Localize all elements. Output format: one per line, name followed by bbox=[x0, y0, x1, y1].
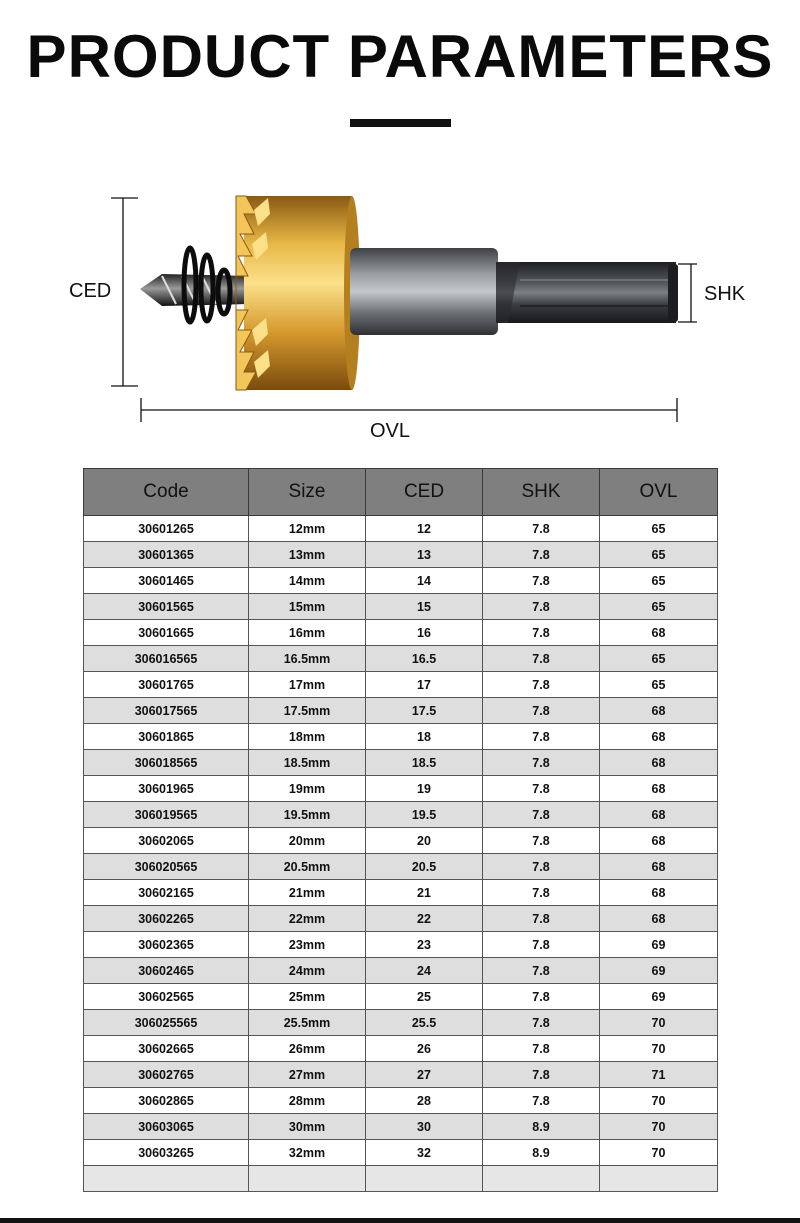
cell-code: 30602165 bbox=[84, 880, 249, 906]
cell-shk: 7.8 bbox=[483, 1062, 600, 1088]
table-row bbox=[84, 1010, 718, 1036]
cell-shk: 7.8 bbox=[483, 1088, 600, 1114]
cell-ced: 25.5 bbox=[366, 1010, 483, 1036]
cell-size: 16.5mm bbox=[249, 646, 366, 672]
cell-ced: 20 bbox=[366, 828, 483, 854]
cell-shk: 7.8 bbox=[483, 958, 600, 984]
table-row bbox=[84, 568, 718, 594]
table-row bbox=[84, 880, 718, 906]
cell-size: 13mm bbox=[249, 542, 366, 568]
shk-dimension bbox=[678, 264, 697, 322]
column-header-shk: SHK bbox=[483, 469, 600, 516]
cell-ced: 16.5 bbox=[366, 646, 483, 672]
cell-size: 18mm bbox=[249, 724, 366, 750]
cell-code: 30602565 bbox=[84, 984, 249, 1010]
cell-code: 306018565 bbox=[84, 750, 249, 776]
table-row bbox=[84, 776, 718, 802]
ced-dimension bbox=[111, 198, 138, 386]
cell-ced: 14 bbox=[366, 568, 483, 594]
cell-empty bbox=[600, 1166, 718, 1192]
cell-shk: 7.8 bbox=[483, 698, 600, 724]
cell-shk: 8.9 bbox=[483, 1114, 600, 1140]
cell-ovl: 70 bbox=[600, 1114, 718, 1140]
cell-shk: 7.8 bbox=[483, 724, 600, 750]
cell-ced: 17 bbox=[366, 672, 483, 698]
cell-size: 32mm bbox=[249, 1140, 366, 1166]
table-row bbox=[84, 750, 718, 776]
cell-code: 30602665 bbox=[84, 1036, 249, 1062]
cell-code: 30601365 bbox=[84, 542, 249, 568]
cell-ovl: 68 bbox=[600, 802, 718, 828]
table-row-empty bbox=[84, 1166, 718, 1192]
cell-code: 306016565 bbox=[84, 646, 249, 672]
table-row bbox=[84, 698, 718, 724]
cell-size: 17.5mm bbox=[249, 698, 366, 724]
cell-shk: 7.8 bbox=[483, 802, 600, 828]
table-row bbox=[84, 1140, 718, 1166]
cell-ovl: 68 bbox=[600, 828, 718, 854]
cell-size: 14mm bbox=[249, 568, 366, 594]
cell-size: 30mm bbox=[249, 1114, 366, 1140]
cell-code: 30602365 bbox=[84, 932, 249, 958]
table-row bbox=[84, 1088, 718, 1114]
cell-empty bbox=[483, 1166, 600, 1192]
cell-code: 30601465 bbox=[84, 568, 249, 594]
cell-ovl: 65 bbox=[600, 594, 718, 620]
shk-label: SHK bbox=[704, 283, 746, 305]
shank-icon bbox=[350, 248, 678, 335]
cell-ced: 19 bbox=[366, 776, 483, 802]
hole-saw-illustration bbox=[0, 180, 800, 460]
cell-ovl: 65 bbox=[600, 568, 718, 594]
cell-ced: 30 bbox=[366, 1114, 483, 1140]
column-header-ovl: OVL bbox=[600, 469, 718, 516]
cell-size: 21mm bbox=[249, 880, 366, 906]
cell-empty bbox=[84, 1166, 249, 1192]
cell-ovl: 68 bbox=[600, 698, 718, 724]
cell-shk: 7.8 bbox=[483, 880, 600, 906]
table-row bbox=[84, 516, 718, 542]
cell-ced: 18.5 bbox=[366, 750, 483, 776]
cell-code: 30601565 bbox=[84, 594, 249, 620]
table-row bbox=[84, 542, 718, 568]
table-row bbox=[84, 984, 718, 1010]
cell-shk: 7.8 bbox=[483, 776, 600, 802]
cell-shk: 7.8 bbox=[483, 542, 600, 568]
cell-ced: 26 bbox=[366, 1036, 483, 1062]
cell-size: 22mm bbox=[249, 906, 366, 932]
cell-size: 28mm bbox=[249, 1088, 366, 1114]
cell-shk: 7.8 bbox=[483, 568, 600, 594]
table-body bbox=[84, 516, 718, 1192]
cell-ced: 28 bbox=[366, 1088, 483, 1114]
cell-ovl: 68 bbox=[600, 906, 718, 932]
cell-code: 30602865 bbox=[84, 1088, 249, 1114]
cell-ced: 17.5 bbox=[366, 698, 483, 724]
footer-bar bbox=[0, 1218, 800, 1223]
cell-ced: 18 bbox=[366, 724, 483, 750]
ced-label: CED bbox=[69, 280, 112, 302]
cell-size: 20.5mm bbox=[249, 854, 366, 880]
cell-ovl: 65 bbox=[600, 646, 718, 672]
cell-shk: 7.8 bbox=[483, 854, 600, 880]
cell-code: 30602065 bbox=[84, 828, 249, 854]
cell-ced: 21 bbox=[366, 880, 483, 906]
cell-code: 30603265 bbox=[84, 1140, 249, 1166]
cell-ovl: 70 bbox=[600, 1010, 718, 1036]
cell-ced: 20.5 bbox=[366, 854, 483, 880]
cell-shk: 7.8 bbox=[483, 1010, 600, 1036]
cell-code: 30601265 bbox=[84, 516, 249, 542]
cell-code: 306019565 bbox=[84, 802, 249, 828]
cell-code: 30601865 bbox=[84, 724, 249, 750]
cutter-head-icon bbox=[236, 196, 360, 390]
cell-shk: 7.8 bbox=[483, 906, 600, 932]
cell-ced: 15 bbox=[366, 594, 483, 620]
cell-size: 23mm bbox=[249, 932, 366, 958]
table-row bbox=[84, 594, 718, 620]
cell-size: 17mm bbox=[249, 672, 366, 698]
cell-shk: 7.8 bbox=[483, 646, 600, 672]
cell-shk: 7.8 bbox=[483, 1036, 600, 1062]
cell-ced: 19.5 bbox=[366, 802, 483, 828]
product-diagram bbox=[0, 180, 800, 460]
cell-ovl: 69 bbox=[600, 958, 718, 984]
cell-code: 30602465 bbox=[84, 958, 249, 984]
cell-shk: 8.9 bbox=[483, 1140, 600, 1166]
cell-ced: 25 bbox=[366, 984, 483, 1010]
cell-size: 15mm bbox=[249, 594, 366, 620]
cell-ced: 27 bbox=[366, 1062, 483, 1088]
cell-code: 30602265 bbox=[84, 906, 249, 932]
cell-ovl: 65 bbox=[600, 542, 718, 568]
table-row bbox=[84, 958, 718, 984]
cell-size: 18.5mm bbox=[249, 750, 366, 776]
cell-ovl: 70 bbox=[600, 1036, 718, 1062]
cell-size: 19mm bbox=[249, 776, 366, 802]
cell-size: 19.5mm bbox=[249, 802, 366, 828]
cell-shk: 7.8 bbox=[483, 984, 600, 1010]
cell-empty bbox=[249, 1166, 366, 1192]
table-row bbox=[84, 1062, 718, 1088]
table-header-row bbox=[84, 469, 718, 516]
cell-shk: 7.8 bbox=[483, 750, 600, 776]
cell-ovl: 71 bbox=[600, 1062, 718, 1088]
cell-ovl: 68 bbox=[600, 724, 718, 750]
table-row bbox=[84, 646, 718, 672]
cell-shk: 7.8 bbox=[483, 620, 600, 646]
cell-ced: 12 bbox=[366, 516, 483, 542]
cell-size: 20mm bbox=[249, 828, 366, 854]
cell-empty bbox=[366, 1166, 483, 1192]
column-header-size: Size bbox=[249, 469, 366, 516]
cell-ovl: 68 bbox=[600, 776, 718, 802]
cell-code: 306017565 bbox=[84, 698, 249, 724]
cell-code: 306020565 bbox=[84, 854, 249, 880]
cell-size: 25.5mm bbox=[249, 1010, 366, 1036]
cell-shk: 7.8 bbox=[483, 672, 600, 698]
cell-code: 30601765 bbox=[84, 672, 249, 698]
cell-shk: 7.8 bbox=[483, 594, 600, 620]
column-header-ced: CED bbox=[366, 469, 483, 516]
cell-size: 26mm bbox=[249, 1036, 366, 1062]
cell-ovl: 70 bbox=[600, 1140, 718, 1166]
cell-ovl: 70 bbox=[600, 1088, 718, 1114]
cell-ovl: 69 bbox=[600, 932, 718, 958]
table-row bbox=[84, 854, 718, 880]
table-row bbox=[84, 1036, 718, 1062]
cell-shk: 7.8 bbox=[483, 932, 600, 958]
cell-size: 24mm bbox=[249, 958, 366, 984]
cell-code: 306025565 bbox=[84, 1010, 249, 1036]
cell-ovl: 69 bbox=[600, 984, 718, 1010]
cell-ovl: 68 bbox=[600, 880, 718, 906]
cell-size: 25mm bbox=[249, 984, 366, 1010]
table-row bbox=[84, 828, 718, 854]
cell-size: 12mm bbox=[249, 516, 366, 542]
table-row bbox=[84, 724, 718, 750]
table-row bbox=[84, 620, 718, 646]
cell-ced: 24 bbox=[366, 958, 483, 984]
cell-code: 30601965 bbox=[84, 776, 249, 802]
cell-ced: 23 bbox=[366, 932, 483, 958]
cell-code: 30603065 bbox=[84, 1114, 249, 1140]
ovl-dimension bbox=[141, 398, 677, 422]
cell-code: 30602765 bbox=[84, 1062, 249, 1088]
cell-ced: 22 bbox=[366, 906, 483, 932]
table-row bbox=[84, 672, 718, 698]
cell-ovl: 68 bbox=[600, 620, 718, 646]
table-row bbox=[84, 932, 718, 958]
column-header-code: Code bbox=[84, 469, 249, 516]
page-title: PRODUCT PARAMETERS bbox=[26, 23, 774, 90]
cell-ced: 16 bbox=[366, 620, 483, 646]
cell-ced: 32 bbox=[366, 1140, 483, 1166]
cell-code: 30601665 bbox=[84, 620, 249, 646]
ovl-label: OVL bbox=[370, 420, 411, 442]
cell-size: 27mm bbox=[249, 1062, 366, 1088]
cell-size: 16mm bbox=[249, 620, 366, 646]
table-row bbox=[84, 1114, 718, 1140]
cell-ovl: 65 bbox=[600, 516, 718, 542]
table-row bbox=[84, 906, 718, 932]
title-underline bbox=[350, 119, 451, 127]
cell-ovl: 68 bbox=[600, 750, 718, 776]
cell-ovl: 68 bbox=[600, 854, 718, 880]
spec-table bbox=[83, 468, 718, 1192]
cell-ovl: 65 bbox=[600, 672, 718, 698]
table-row bbox=[84, 802, 718, 828]
cell-shk: 7.8 bbox=[483, 828, 600, 854]
cell-ced: 13 bbox=[366, 542, 483, 568]
cell-shk: 7.8 bbox=[483, 516, 600, 542]
